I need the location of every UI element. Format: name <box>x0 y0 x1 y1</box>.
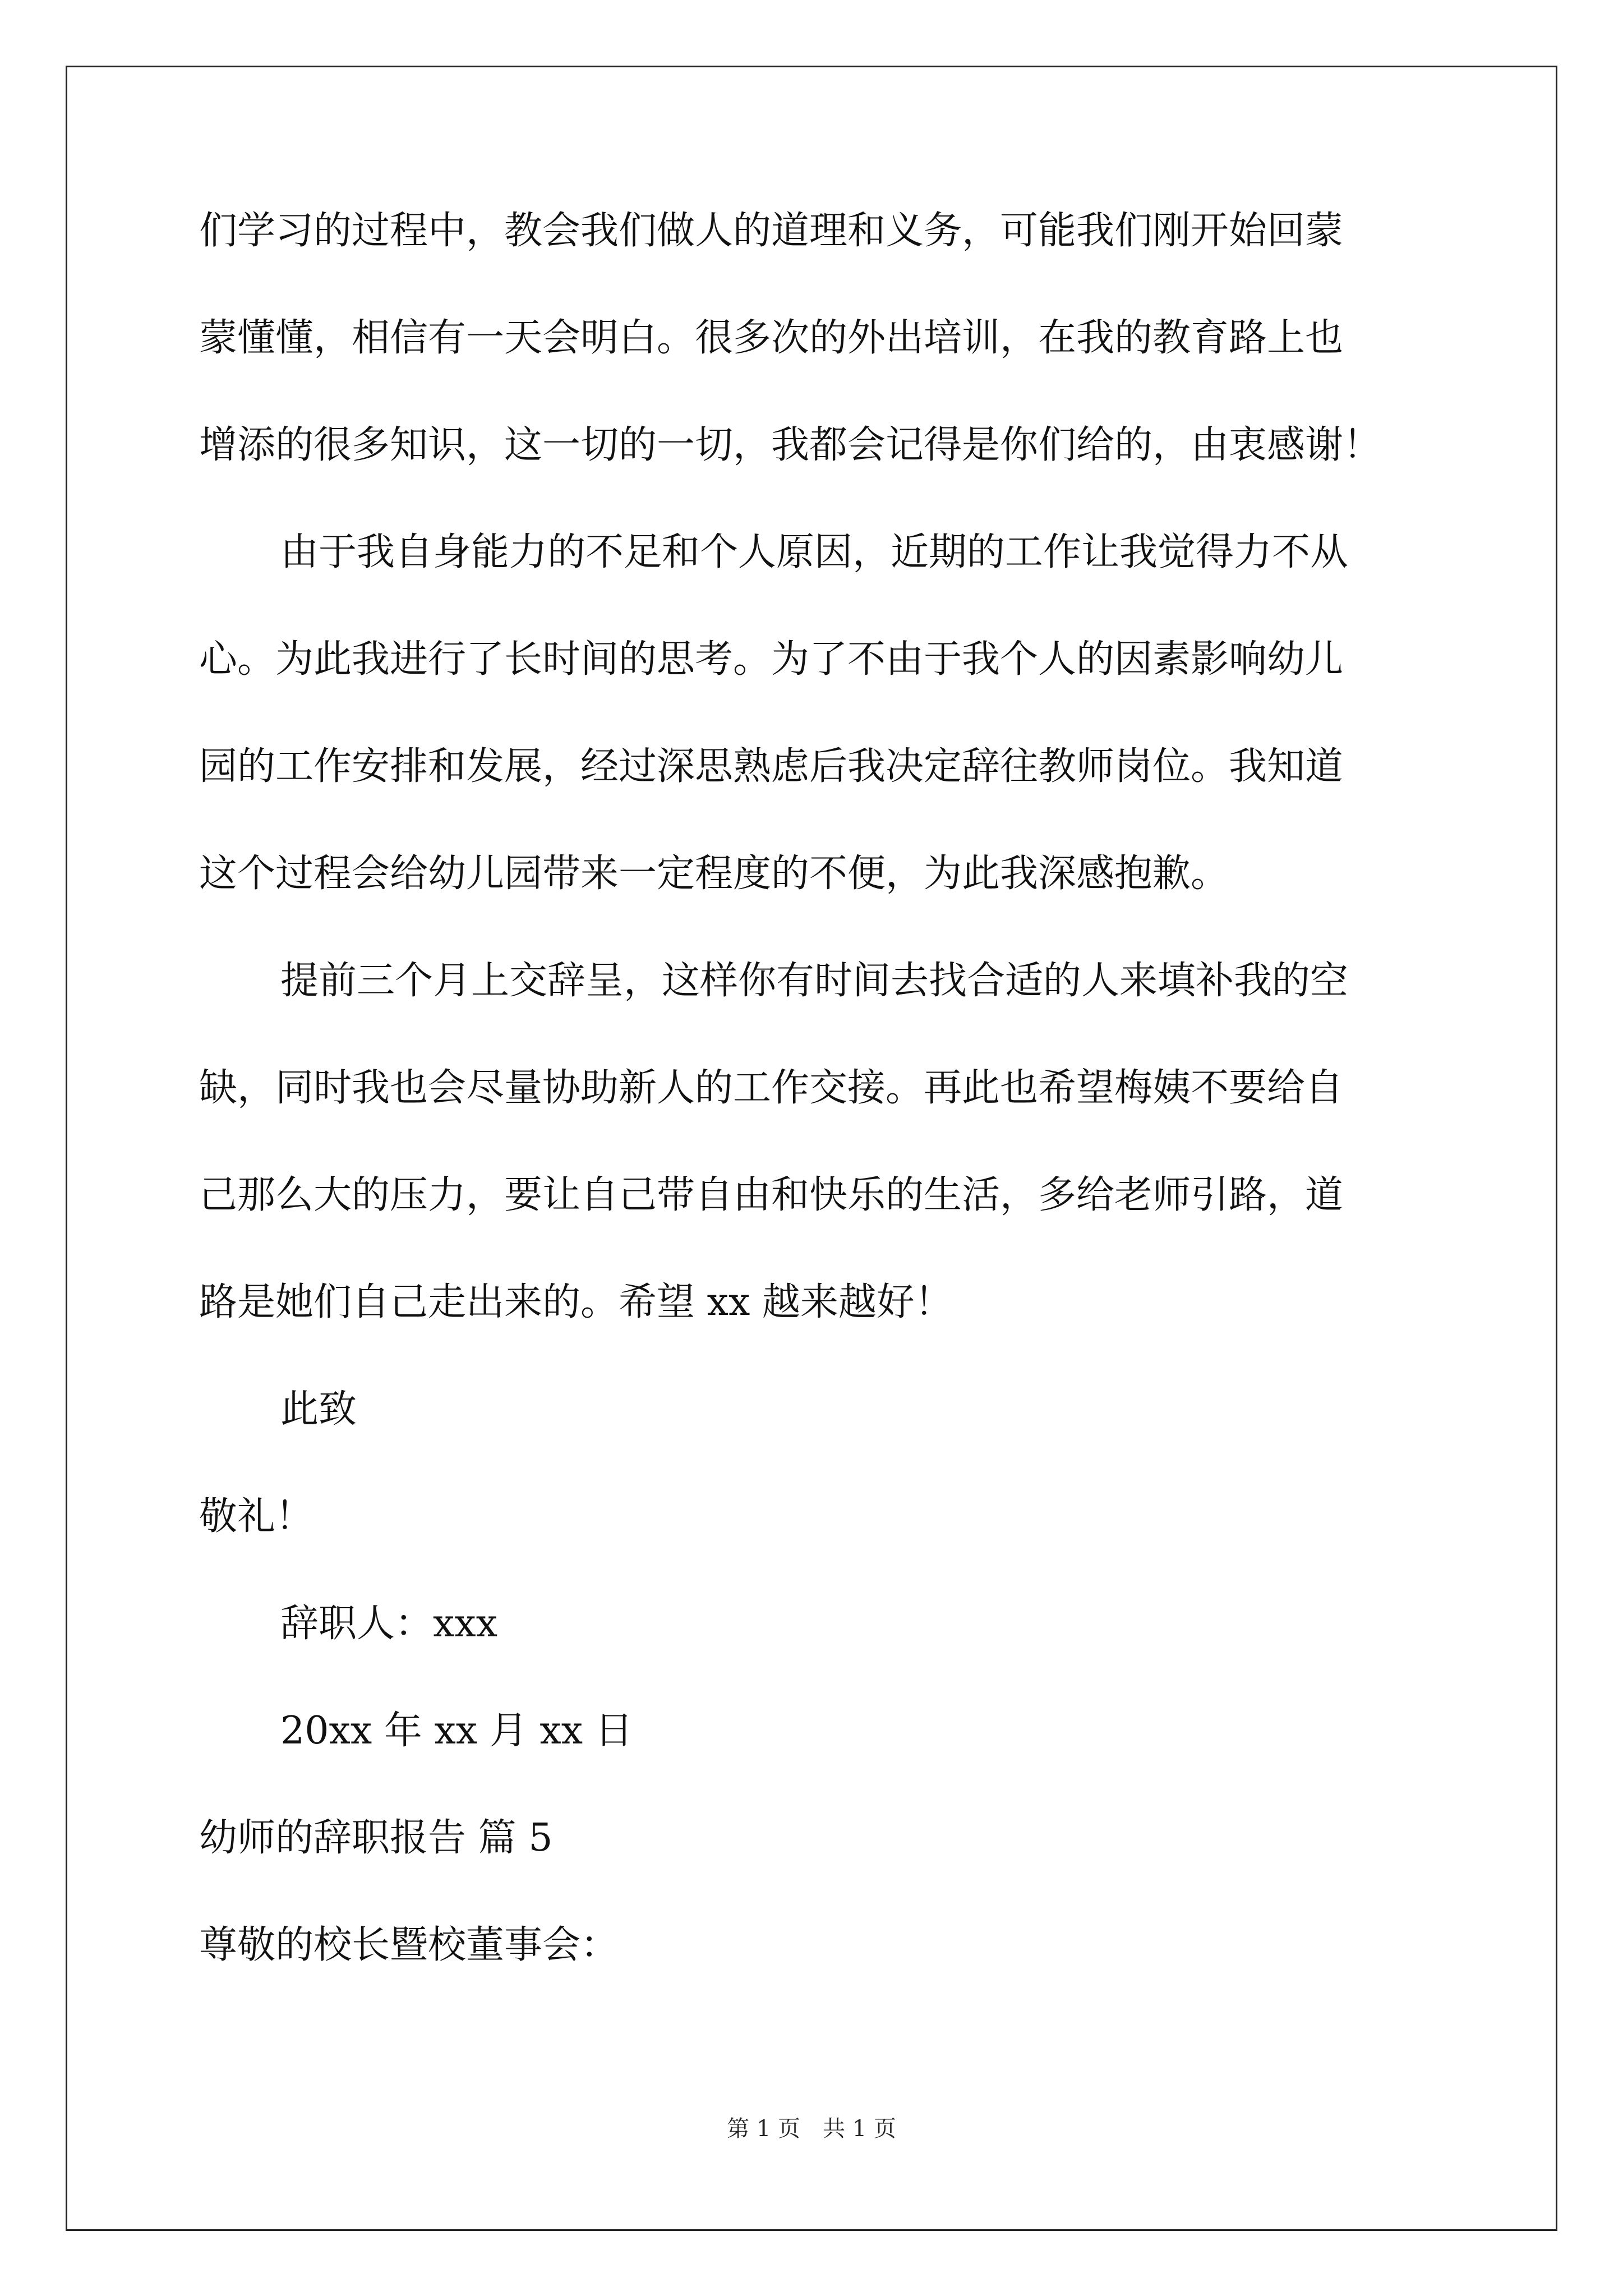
body-line-3: 增添的很多知识，这一切的一切，我都会记得是你们给的，由衷感谢！ <box>199 423 1382 467</box>
body-line-1: 们学习的过程中，教会我们做人的道理和义务，可能我们刚开始回蒙 <box>199 209 1344 253</box>
page-footer: 第 1 页 共 1 页 <box>727 2116 896 2142</box>
signature-name: 辞职人：xxx <box>280 1602 498 1646</box>
paragraph-3-line-4: 路是她们自己走出来的。希望 xx 越来越好！ <box>199 1280 953 1324</box>
addressee-line: 尊敬的校长暨校董事会： <box>199 1923 619 1967</box>
section-heading: 幼师的辞职报告 篇 5 <box>199 1816 553 1860</box>
paragraph-2-line-3: 园的工作安排和发展，经过深思熟虑后我决定辞往教师岗位。我知道 <box>199 744 1344 789</box>
paragraph-2-line-2: 心。为此我进行了长时间的思考。为了不由于我个人的因素影响幼儿 <box>199 637 1344 682</box>
page-border <box>66 66 1557 2231</box>
body-line-2: 蒙懂懂，相信有一天会明白。很多次的外出培训，在我的教育路上也 <box>199 316 1344 360</box>
salutation: 敬礼！ <box>199 1494 314 1539</box>
paragraph-3-line-2: 缺，同时我也会尽量协助新人的工作交接。再此也希望梅姨不要给自 <box>199 1066 1344 1110</box>
signature-date: 20xx 年 xx 月 xx 日 <box>280 1709 633 1753</box>
closing-phrase: 此致 <box>280 1387 357 1432</box>
paragraph-2-line-1: 由于我自身能力的不足和个人原因，近期的工作让我觉得力不从 <box>280 530 1349 574</box>
paragraph-3-line-3: 己那么大的压力，要让自己带自由和快乐的生活，多给老师引路，道 <box>199 1173 1344 1217</box>
paragraph-3-line-1: 提前三个月上交辞呈，这样你有时间去找合适的人来填补我的空 <box>280 959 1349 1003</box>
paragraph-2-line-4: 这个过程会给幼儿园带来一定程度的不便，为此我深感抱歉。 <box>199 852 1229 896</box>
